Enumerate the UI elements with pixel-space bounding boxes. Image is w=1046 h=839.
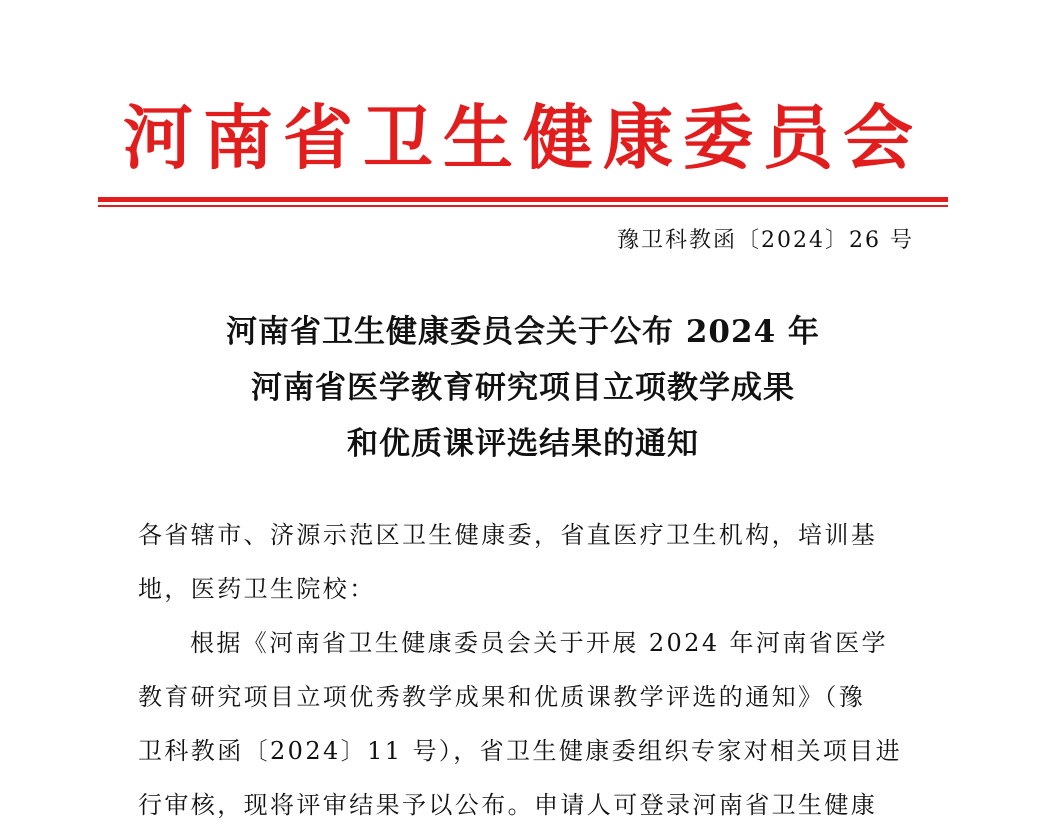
title-line: 河南省医学教育研究项目立项教学成果 [251, 370, 795, 406]
masthead-title: 河南省卫生健康委员会 [123, 96, 923, 179]
paragraph-line: 根据《河南省卫生健康委员会关于开展 2024 年河南省医学 [190, 629, 888, 657]
salutation-line: 各省辖市、济源示范区卫生健康委，省直医疗卫生机构，培训基 [138, 521, 878, 549]
notice-title [0, 308, 1046, 476]
paragraph-line: 行审核，现将评审结果予以公布。申请人可登录河南省卫生健康 [138, 791, 878, 819]
paragraph-line: 教育研究项目立项优秀教学成果和优质课教学评选的通知》（豫 [138, 683, 866, 711]
salutation-line: 地，医药卫生院校： [138, 575, 376, 603]
title-line: 和优质课评选结果的通知 [347, 426, 699, 462]
notice-body [138, 515, 918, 839]
title-line: 河南省卫生健康委员会关于公布 2024 年 [226, 314, 820, 350]
paragraph-line: 卫科教函〔2024〕11 号），省卫生健康委组织专家对相关项目进 [138, 737, 903, 765]
red-header-rule-thin [98, 205, 948, 207]
document-number: 豫卫科教函〔2024〕26 号 [617, 228, 914, 253]
red-header-rule-thick [98, 197, 948, 202]
